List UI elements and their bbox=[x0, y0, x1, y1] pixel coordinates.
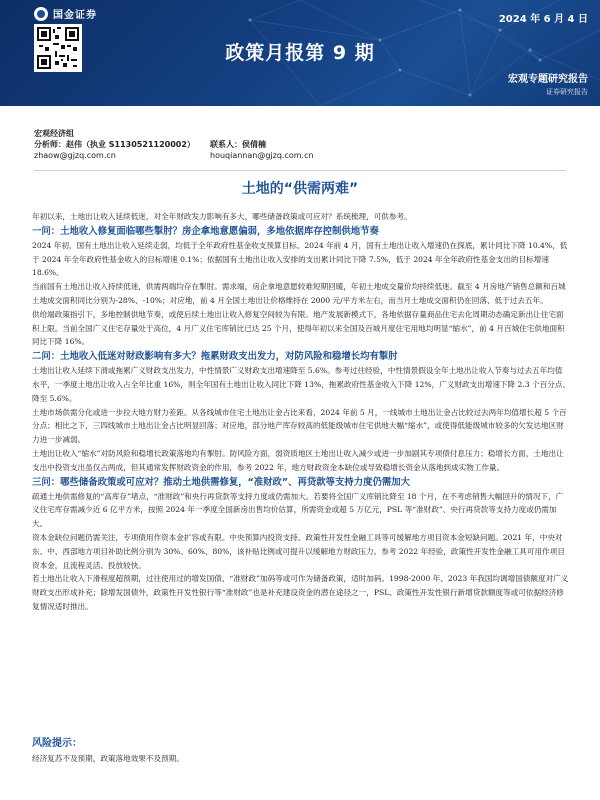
section-1-paragraph-3: 供给端政策指引下，多地控制供地节奏，或使后续土地出让收入修复空间较为有限。地产发展新模式下，各地依据存量商品住宅去化周期动态确定新出让住宅面积上限。当前全国广义住宅存量处于高位，4 月广义住宅库销比已达 25 个月，使得年初以来全国及百城月度住宅用地均明显“缩水”，前 4 月百城住宅供地面积同比下降 16%。 bbox=[32, 309, 565, 347]
analyst-row bbox=[34, 139, 574, 150]
risk-section bbox=[32, 736, 570, 765]
document-title: 土地的“供需两难” bbox=[241, 181, 359, 197]
intro-paragraph: 年初以来，土地出让收入延续低迷，对全年财政发力影响有多大，哪些储备政策或可应对？系统梳理，可供参考。 bbox=[32, 212, 412, 221]
logo-icon bbox=[34, 7, 48, 21]
report-title: 政策月报第 9 期 bbox=[225, 42, 375, 64]
email-row bbox=[34, 150, 574, 161]
risk-heading: 风险提示： bbox=[32, 738, 82, 749]
analyst-email[interactable]: zhaow@gjzq.com.cn bbox=[34, 151, 116, 160]
section-2-paragraph-1: 土地出让收入延续下滑或拖累广义财政支出发力，中性情景广义财政支出增速降至 5.6%。参考过往经验，中性情景假设全年土地出让收入节奏与过去五年均值水平，一季度土地出让收入占全年比重 16%，则全年国有土地出让收入同比下降 13%，拖累政府性基金收入下降 12%，广义财政支出增速下降 2.3 个百分点、降至 5.6%。 bbox=[32, 366, 570, 403]
section-3-paragraph-1: 疏通土地供需修复的“高库存”堵点，“准财政”和央行再贷款等支持力度或仍需加大。若要将全国广义库销比降至 18 个月，在不考虑销售大幅回升的情况下，广义住宅库存需减少近 6 亿平方米，按照 2024 年一季度全国新房出售均价估算，所需资金或超 5 万亿元，PSL 等“准财政”、央行再贷款等支持力度或仍需加大。 bbox=[32, 491, 564, 529]
section-1-heading: 一问：土地收入修复面临哪些掣肘？房企拿地意愿偏弱，多地依据库存控制供地节奏 bbox=[32, 225, 379, 237]
section-2-paragraph-2: 土地市场供需分化或进一步拉大地方财力差距。从各线城市住宅土地出让金占比来看，2024 年前 5 月，一线城市土地出让金占比较过去两年均值增长超 5 个百分点；相比之下，三四线城市土地出让金占比明显回落；对应地，部分地产库存较高的低能级城市住宅供地大幅“缩水”，或使得低能级城市较多的欠发达地区财力进一步减弱。 bbox=[32, 407, 567, 445]
analyst-info bbox=[34, 128, 574, 161]
section-1-paragraph-1: 2024 年初，国有土地出让收入延续走弱，均低于全年政府性基金收支预算目标。2024 年前 4 月，国有土地出让收入增速仍在探底，累计同比下降 10.4%，低于 2024 年全年政府性基金收入的目标增速 0.1%；依据国有土地出让收入安排的支出累计同比下降 7.5%，低于 2024 年全年政府性基金支出的目标增速 18.6%。 bbox=[32, 240, 568, 278]
divider bbox=[34, 170, 566, 171]
report-type: 宏观专题研究报告 bbox=[508, 74, 588, 85]
section-3-paragraph-3: 若土地出让收入下滑程度超预期，过往使用过的增发国债、“准财政”加码等或可作为储备政策，适时加码。1998-2000 年、2023 年我国均调增国债额度对广义财政支出形成补充；除增发国债外，政策性开发性银行等“准财政”也是补充建设资金的潜在途径之一，PSL、政策性开发性银行新增贷款额度等或可依据经济修复情况适时推出。 bbox=[32, 574, 569, 611]
report-date: 2024 年 6 月 4 日 bbox=[498, 14, 588, 25]
analyst-group: 宏观经济组 bbox=[34, 129, 74, 138]
section-3-heading: 三问：哪些储备政策或可应对？推动土地供需修复，“准财政”、再贷款等支持力度仍需加大 bbox=[32, 476, 410, 488]
document-body bbox=[32, 210, 570, 614]
contact-email[interactable]: houqiannan@gjzq.com.cn bbox=[210, 151, 314, 160]
analyst-name: 分析师：赵伟（执业 S1130521120002） bbox=[34, 140, 195, 149]
header-banner bbox=[0, 0, 600, 106]
logo-text: 国金证券 bbox=[53, 10, 97, 21]
section-2-heading: 二问：土地收入低迷对财政影响有多大？拖累财政支出发力，对防风险和稳增长均有掣肘 bbox=[32, 351, 398, 363]
section-1-paragraph-2: 当前国有土地出让收入持续低迷，供需两端均存在掣肘。需求端，房企拿地意愿较难短期回暖，年初土地成交量价均持续低迷。截至 4 月房地产销售总额和百城土地成交面积同比分别为-28%、-10%；对应地，前 4 月全国土地出让价格维持在 2000 元/平方米左右，而当月土地成交面积仍在回落、低于过去五年。 bbox=[32, 282, 566, 305]
contact-name: 联系人：侯倩楠 bbox=[210, 140, 266, 149]
report-subtype: 证券研究报告 bbox=[546, 88, 588, 96]
section-3-paragraph-2: 资本金缺位问题仍需关注，专项债用作资本金扩容或有限。中央预算内投资支持、政策性开发性金融工具等可缓解地方项目资本金短缺问题。2021 年，中央对东、中、西部地方项目补助比例分别为 30%、60%、80%，该补贴比例或可提升以缓解地方财政压力。参考 2022 年经验，政策性开发性金融工具可用作项目资本金，且流程灵活、投放较快。 bbox=[32, 532, 565, 570]
section-2-paragraph-3: 土地出让收入“缩水”对防风险和稳增长政策落地均有掣肘。防风险方面，弱资质地区土地出让收入减少或进一步加剧其专项债付息压力；稳增长方面，土地出让支出中投资支出虽仅占两成，但其通常发挥财政资金的作用，参考 2022 年，地方财政资金本缺位或导致稳增长资金从落地到成实物工作量。 bbox=[32, 448, 564, 472]
risk-text: 经济复苏不及预期，政策落地效果不及预期。 bbox=[32, 754, 184, 763]
brand-logo bbox=[34, 6, 97, 21]
